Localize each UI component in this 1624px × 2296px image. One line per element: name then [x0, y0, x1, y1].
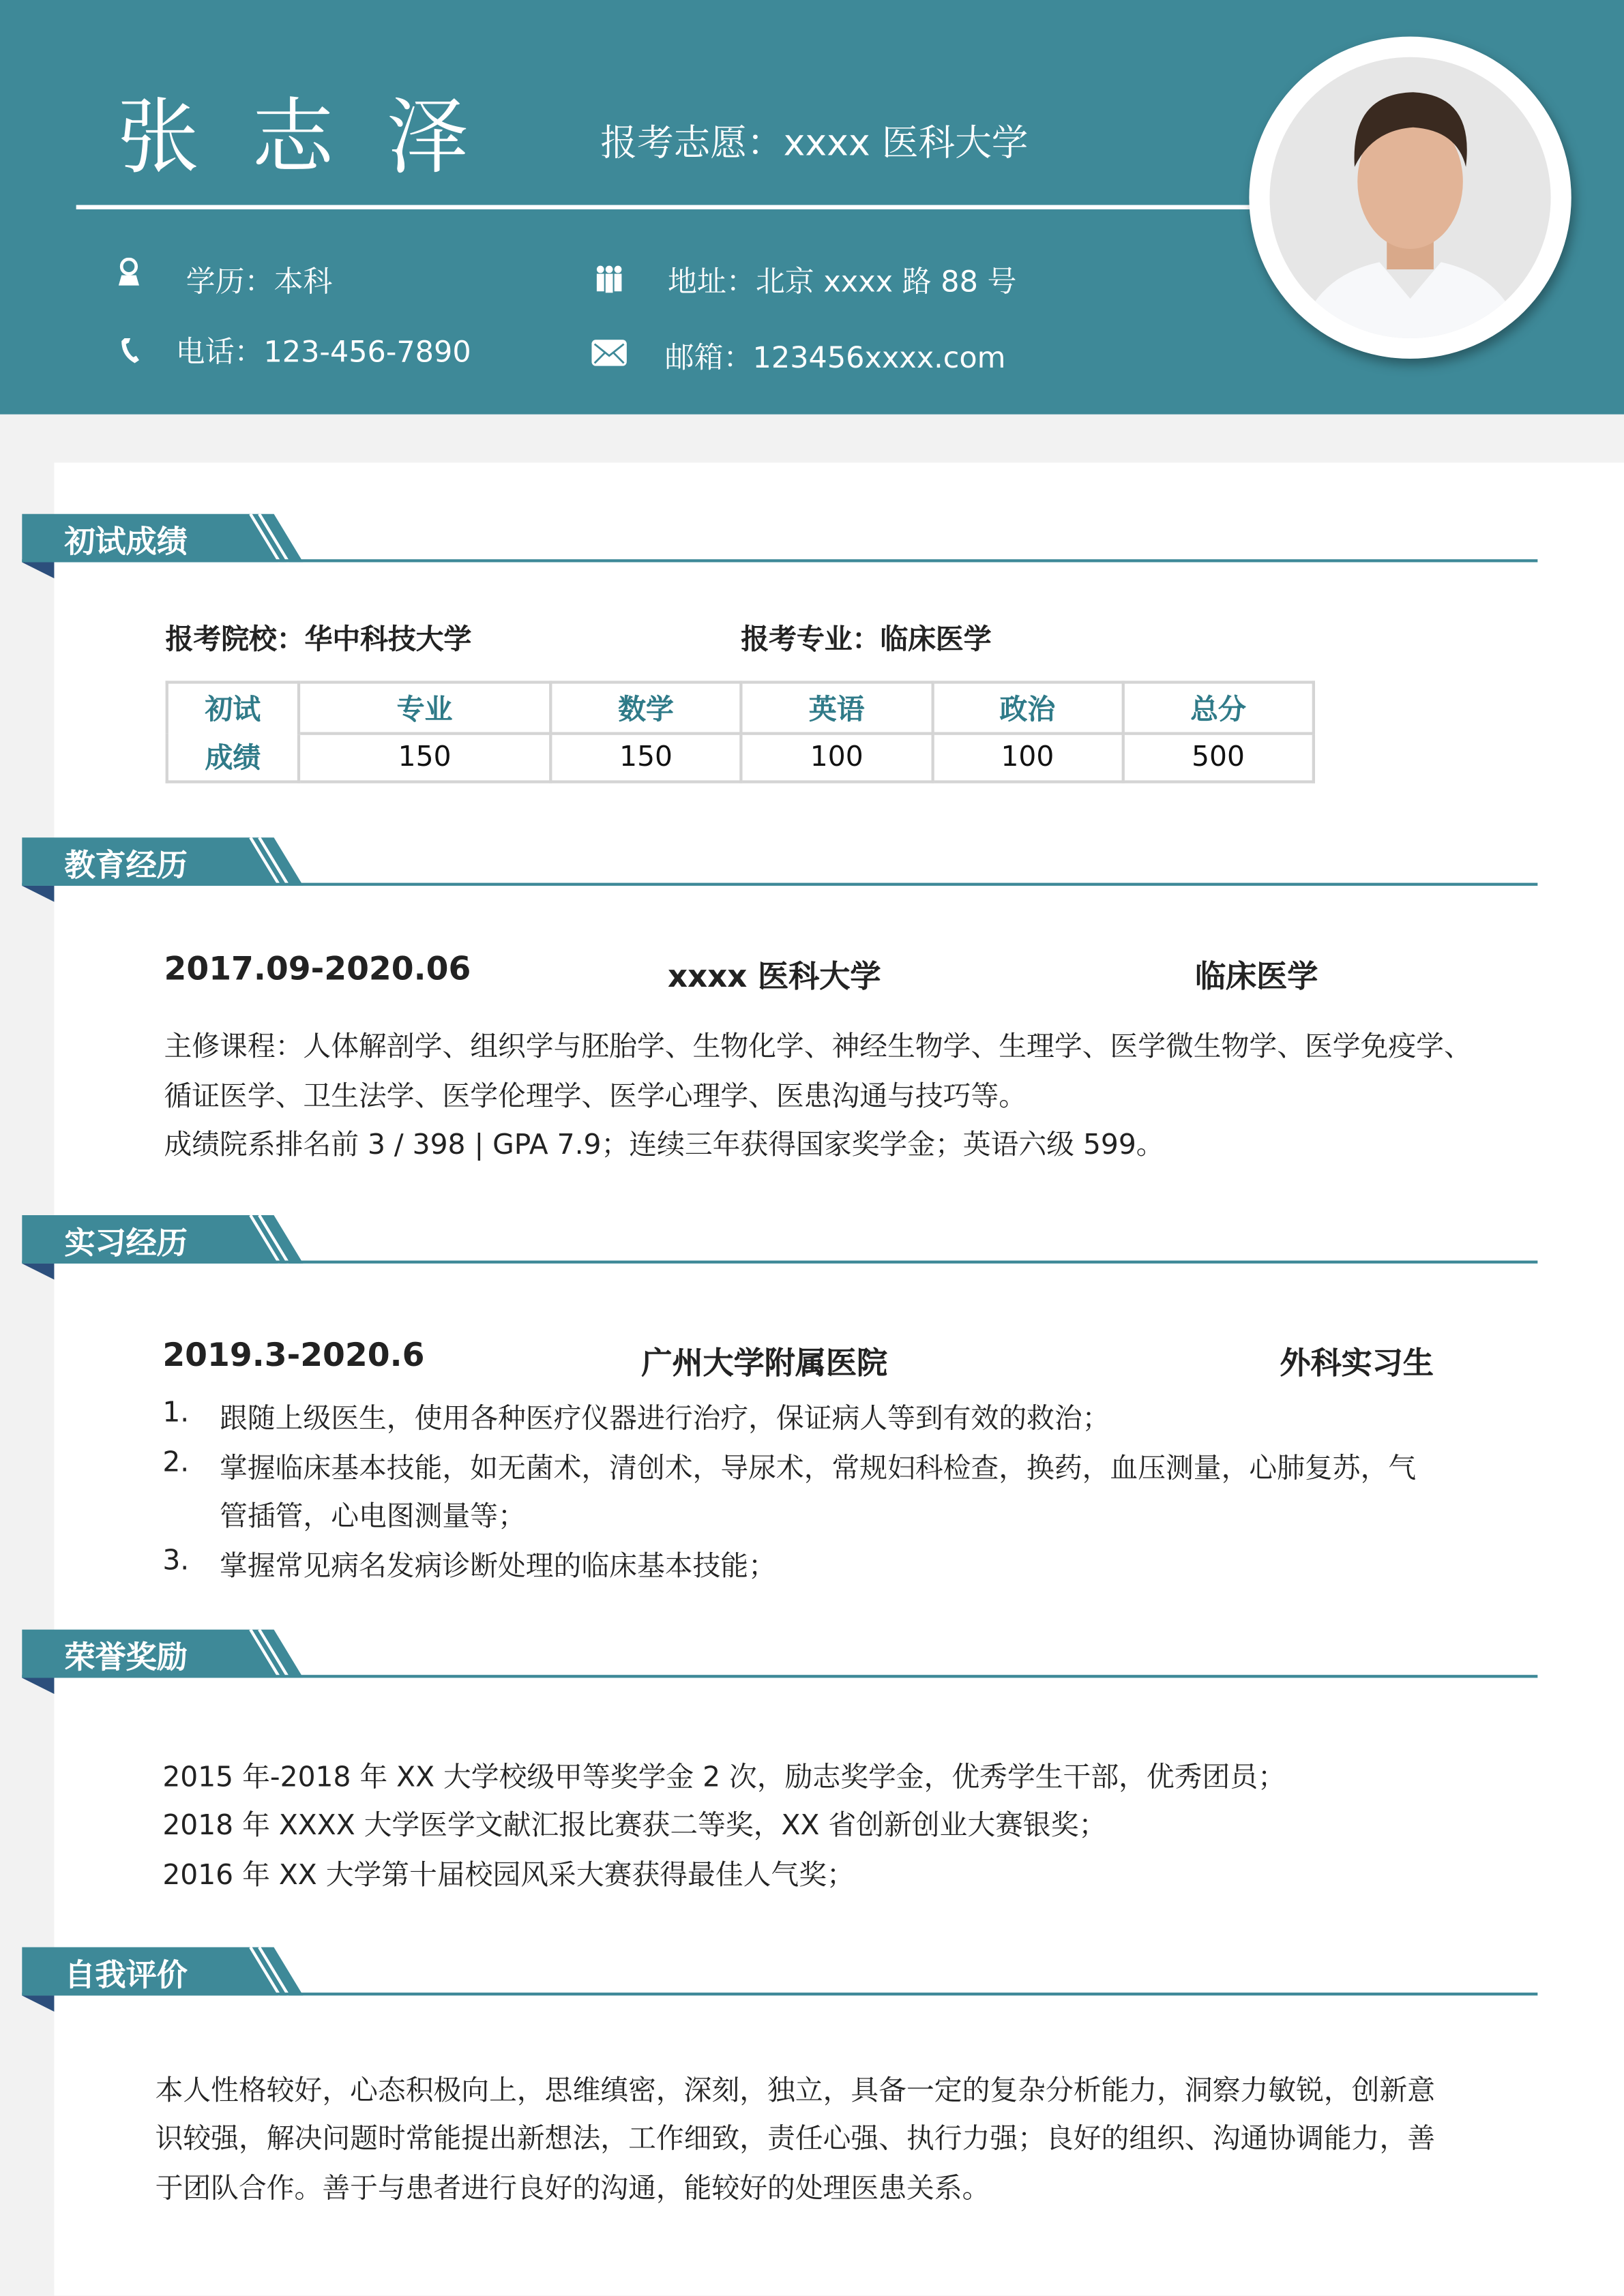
email-icon — [591, 340, 627, 366]
header-divider — [76, 205, 1263, 209]
table-header: 总分 — [1123, 683, 1314, 733]
section-header-self-evaluation — [22, 1948, 1537, 2012]
section-title: 荣誉奖励 — [64, 1639, 188, 1675]
list-number: 2. — [162, 1446, 190, 1479]
education-level: 学历：本科 — [186, 263, 333, 299]
address: 地址：北京 xxxx 路 88 号 — [668, 263, 1017, 299]
row-label: 成绩 — [167, 733, 299, 782]
profile-photo — [1249, 37, 1571, 359]
section-title: 教育经历 — [64, 848, 188, 883]
section-title: 自我评价 — [64, 1957, 188, 1993]
email: 邮箱：123456xxxx.com — [664, 340, 1006, 375]
section-header-awards — [22, 1630, 1537, 1694]
self-evaluation-line: 于团队合作。善于与患者进行良好的沟通，能较好的处理医患关系。 — [155, 2173, 990, 2205]
self-evaluation-line: 本人性格较好，心态积极向上，思维缜密，深刻，独立，具备一定的复杂分析能力，洞察力敏锐，创新意 — [155, 2074, 1436, 2107]
table-header: 专业 — [299, 683, 550, 733]
section-title: 实习经历 — [64, 1225, 188, 1261]
section-rule — [22, 1993, 1537, 1995]
award-line: 2016 年 XX 大学第十届校园风采大赛获得最佳人气奖； — [162, 1859, 855, 1892]
section-header-scores — [22, 514, 1537, 578]
education-line: 主修课程：人体解剖学、组织学与胚胎学、生物化学、神经生物学、生理学、医学微生物学、医学免疫学、 — [164, 1030, 1472, 1063]
table-cell: 500 — [1123, 733, 1314, 782]
table-cell: 150 — [550, 733, 741, 782]
education-line: 成绩院系排名前 3 / 398 | GPA 7.9；连续三年获得国家奖学金；英语六级 599。 — [164, 1129, 1164, 1161]
education-date: 2017.09-2020.06 — [164, 951, 471, 989]
candidate-name: 张志泽 — [117, 91, 522, 186]
person-icon — [114, 258, 143, 287]
list-number: 3. — [162, 1545, 190, 1577]
table-cell: 100 — [932, 733, 1123, 782]
table-header: 政治 — [932, 683, 1123, 733]
table-header: 英语 — [741, 683, 932, 733]
education-school: xxxx 医科大学 — [668, 959, 881, 994]
internship-date: 2019.3-2020.6 — [162, 1338, 425, 1375]
row-label: 初试 — [167, 683, 299, 733]
self-evaluation-line: 识较强，解决问题时常能提出新想法，工作细致，责任心强、执行力强；良好的组织、沟通协调能力，善 — [155, 2123, 1436, 2156]
list-number: 1. — [162, 1397, 190, 1429]
section-header-education — [22, 837, 1537, 901]
internship-role: 外科实习生 — [1280, 1345, 1434, 1381]
award-line: 2018 年 XXXX 大学医学文献汇报比赛获二等奖，XX 省创新创业大赛银奖； — [162, 1809, 1107, 1842]
phone: 电话：123-456-7890 — [175, 333, 471, 370]
list-item: 跟随上级医生，使用各种医疗仪器进行治疗，保证病人等到有效的救治； — [220, 1402, 1110, 1435]
list-item: 掌握临床基本技能，如无菌术，清创术，导尿术，常规妇科检查，换药，血压测量，心肺复苏，气 — [220, 1452, 1417, 1485]
section-rule — [22, 559, 1537, 562]
section-rule — [22, 1261, 1537, 1264]
table-cell: 150 — [299, 733, 550, 782]
portrait-icon — [1269, 57, 1550, 338]
section-title: 初试成绩 — [64, 524, 188, 560]
education-line: 循证医学、卫生法学、医学伦理学、医学心理学、医患沟通与技巧等。 — [164, 1080, 1027, 1113]
section-rule — [22, 883, 1537, 886]
list-item: 掌握常见病名发病诊断处理的临床基本技能； — [220, 1550, 776, 1583]
application-intent: 报考志愿：xxxx 医科大学 — [600, 121, 1029, 164]
internship-place: 广州大学附属医院 — [641, 1345, 888, 1381]
score-table — [166, 681, 1315, 783]
header-banner — [0, 0, 1624, 415]
table-row — [167, 683, 1314, 733]
target-school: 报考院校：华中科技大学 — [165, 623, 472, 656]
table-header: 数学 — [550, 683, 741, 733]
phone-icon — [117, 336, 147, 365]
section-rule — [22, 1675, 1537, 1678]
list-item: 管插管，心电图测量等； — [220, 1500, 526, 1533]
section-header-internship — [22, 1215, 1537, 1279]
table-row — [167, 733, 1314, 782]
education-major: 临床医学 — [1194, 959, 1318, 994]
target-major: 报考专业：临床医学 — [741, 623, 992, 656]
table-cell: 100 — [741, 733, 932, 782]
people-icon — [595, 263, 624, 293]
award-line: 2015 年-2018 年 XX 大学校级甲等奖学金 2 次，励志奖学金，优秀学生干部，优秀团员； — [162, 1761, 1286, 1794]
